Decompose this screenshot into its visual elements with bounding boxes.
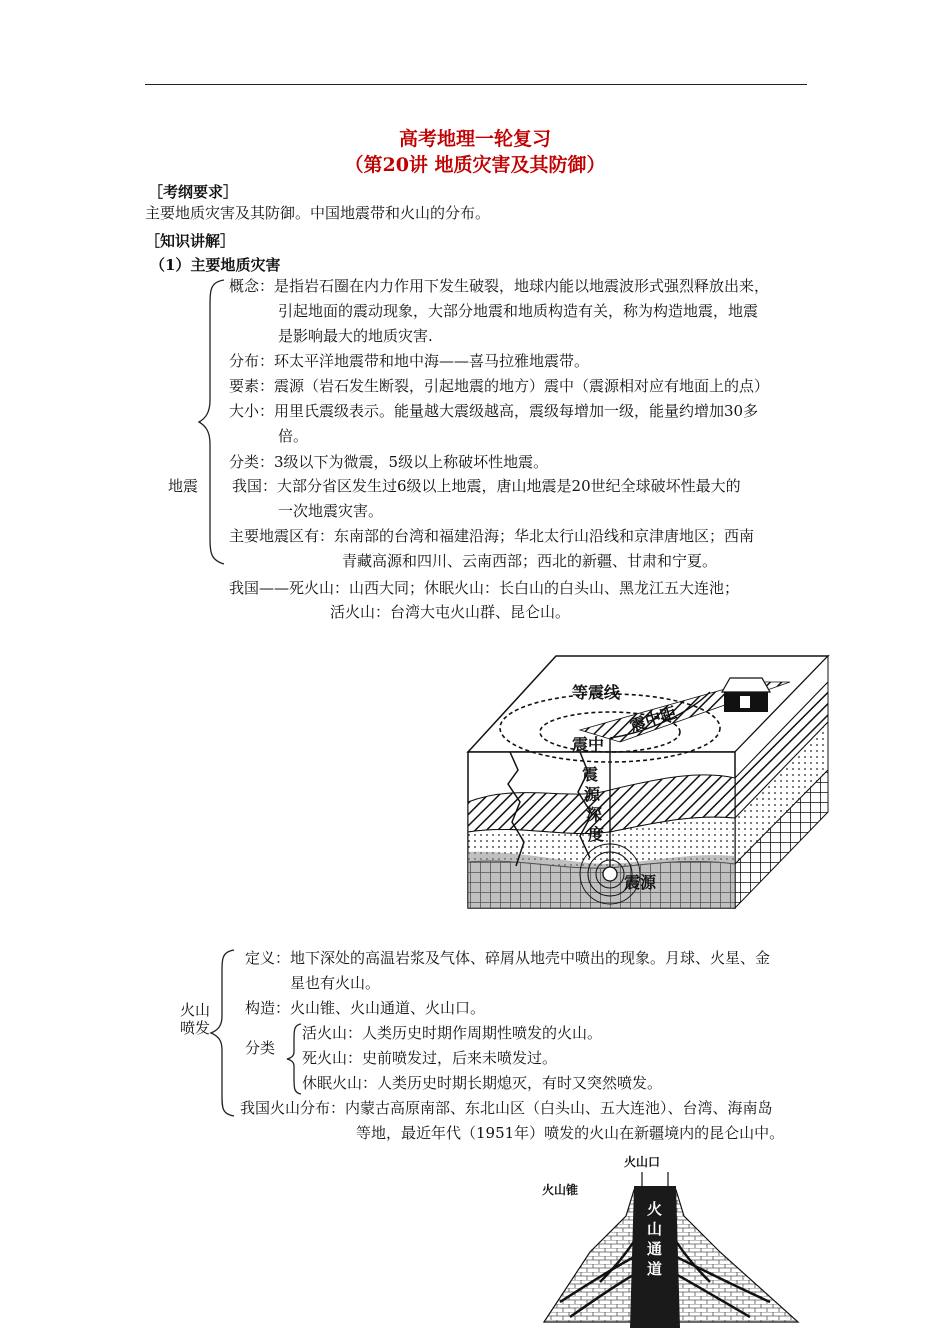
eq-concept-1: 概念：是指岩石圈在内力作用下发生破裂，地球内能以地震波形式强烈释放出来， [229, 277, 770, 295]
eq-elements: 要素：震源（岩石发生断裂，引起地震的地方）震中（震源相对应有地面上的点） [229, 377, 770, 395]
volcano-china-1: 我国火山分布：内蒙古高原南部、东北山区（白头山、五大连池）、台湾、海南岛 [240, 1099, 773, 1117]
kaogang-text: 主要地质灾害及其防御。中国地震带和火山的分布。 [145, 204, 491, 222]
earthquake-brace [196, 278, 232, 568]
eq-concept-3: 是影响最大的地质灾害. [278, 327, 433, 345]
volcano-class-active: 活火山：人类历史时期作周期性喷发的火山。 [302, 1024, 603, 1042]
label-depth-4: 度 [588, 825, 605, 844]
kaogang-heading: ［考纲要求］ [148, 183, 239, 201]
header-rule [145, 84, 807, 85]
label-epicenter: 震中 [572, 735, 605, 754]
eq-areas-1: 主要地震区有：东南部的台湾和福建沿海；华北太行山沿线和京津唐地区；西南 [229, 527, 755, 545]
zhishi-heading: ［知识讲解］ [145, 232, 236, 250]
earthquake-diagram [460, 652, 832, 914]
label-isoseismal: 等震线 [572, 683, 621, 702]
volcano-definition-1: 定义：地下深处的高温岩浆及气体、碎屑从地壳中喷出的现象。月球、火星、金 [245, 949, 771, 967]
volcano-class-brace [284, 1022, 304, 1096]
volcano-brace [208, 948, 238, 1118]
eq-magnitude-2: 倍。 [278, 427, 309, 445]
section1-heading: （1）主要地质灾害 [150, 256, 281, 274]
label-conduit-4: 道 [647, 1260, 663, 1278]
label-focus: 震源 [624, 873, 657, 892]
eq-classification: 分类：3级以下为微震，5级以上称破坏性地震。 [229, 453, 549, 471]
volcano-label-1: 火山 [180, 1001, 211, 1019]
eq-china-2: 一次地震灾害。 [278, 502, 384, 520]
page-subtitle: （第20讲 地质灾害及其防御） [344, 154, 606, 176]
eq-areas-2: 青藏高源和四川、云南西部；西北的新疆、甘肃和宁夏。 [342, 552, 718, 570]
label-depth-3: 深 [586, 805, 603, 824]
house-icon [722, 678, 770, 712]
volcano-definition-2: 星也有火山。 [290, 974, 381, 992]
volcano-china-2: 等地，最近年代（1951年）喷发的火山在新疆境内的昆仑山中。 [356, 1124, 785, 1142]
label-conduit-2: 山 [647, 1220, 663, 1238]
volcano-label-2: 喷发 [180, 1019, 211, 1037]
label-crater: 火山口 [624, 1155, 661, 1169]
label-depth-2: 源 [584, 785, 601, 804]
label-conduit-1: 火 [647, 1200, 663, 1218]
page-title: 高考地理一轮复习 [398, 128, 551, 150]
label-epicentral-distance: 震中距 [627, 702, 679, 736]
eq-concept-2: 引起地面的震动现象，大部分地震和地质构造有关，称为构造地震，地震 [278, 302, 759, 320]
eq-china-1: 我国：大部分省区发生过6级以上地震，唐山地震是20世纪全球破坏性最大的 [232, 477, 741, 495]
volcano-diagram [530, 1152, 820, 1330]
volcano-structure: 构造：火山锥、火山通道、火山口。 [245, 999, 486, 1017]
volcano-class-label: 分类 [245, 1039, 276, 1057]
china-volcano-1: 我国——死火山：山西大同；休眠火山：长白山的白头山、黑龙江五大连池； [229, 579, 740, 597]
label-depth-1: 震 [582, 765, 599, 784]
label-conduit-3: 通 [647, 1240, 663, 1258]
volcano-class-dormant: 休眠火山：人类历史时期长期熄灭，有时又突然喷发。 [302, 1074, 663, 1092]
china-volcano-2: 活火山：台湾大屯火山群、昆仑山。 [330, 603, 571, 621]
earthquake-label: 地震 [168, 477, 199, 495]
eq-distribution: 分布：环太平洋地震带和地中海——喜马拉雅地震带。 [229, 352, 590, 370]
eq-magnitude-1: 大小：用里氏震级表示。能量越大震级越高，震级每增加一级，能量约增加30多 [229, 402, 759, 420]
label-cone: 火山锥 [542, 1183, 579, 1197]
volcano-class-extinct: 死火山：史前喷发过，后来未喷发过。 [302, 1049, 558, 1067]
